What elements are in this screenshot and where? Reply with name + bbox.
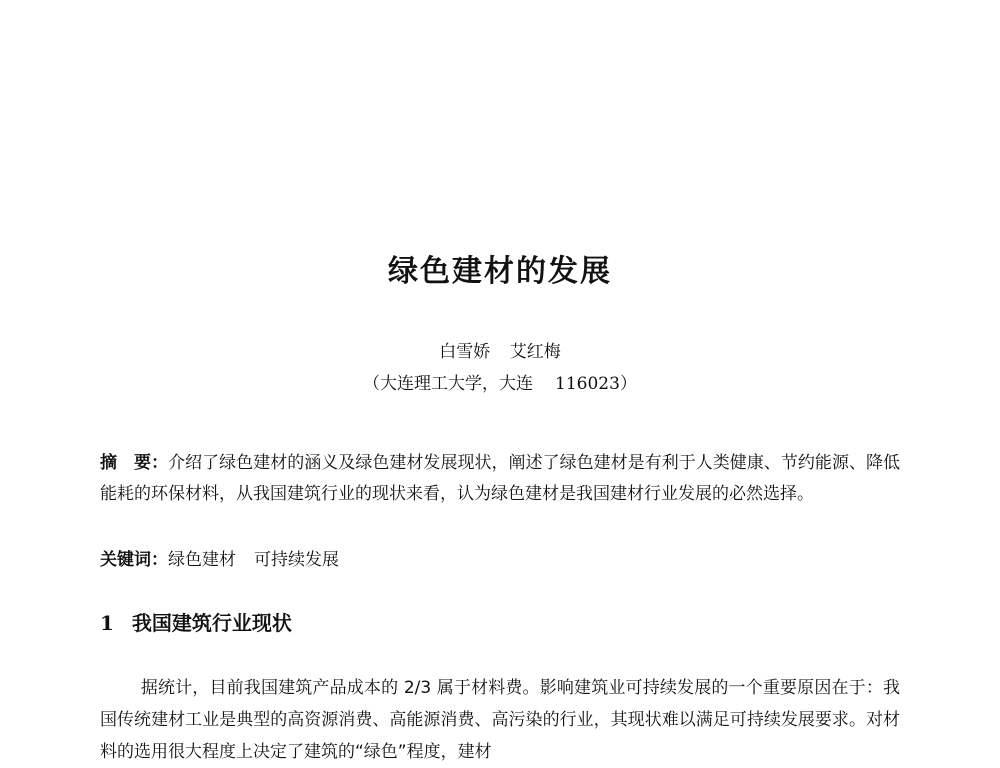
body-paragraph: 据统计，目前我国建筑产品成本的 2/3 属于材料费。影响建筑业可持续发展的一个重要原因在于：我国传统建材工业是典型的高资源消费、高能源消费、高污染的行业，其现状难以满足可持续发展要求。对材料的选用很大程度上决定了建筑的“绿色”程度，建材 xyxy=(100,678,900,762)
keywords xyxy=(100,546,900,574)
section-number: 1 xyxy=(100,611,114,635)
section-heading xyxy=(100,608,292,638)
postcode: 116023） xyxy=(555,374,637,394)
section-title: 我国建筑行业现状 xyxy=(131,611,292,635)
keyword: 绿色建材 xyxy=(168,550,236,570)
affiliation-text: （大连理工大学，大连 xyxy=(363,374,534,394)
abstract-text: 介绍了绿色建材的涵义及绿色建材发展现状，阐述了绿色建材是有利于人类健康、节约能源、降低能耗的环保材料，从我国建筑行业的现状来看，认为绿色建材是我国建材行业发展的必然选择。 xyxy=(100,453,901,504)
affiliation xyxy=(0,372,1000,396)
keyword: 可持续发展 xyxy=(254,550,339,570)
abstract xyxy=(100,448,900,510)
author-list: 白雪娇 艾红梅 xyxy=(439,342,561,362)
keywords-label: 关键词： xyxy=(100,550,168,570)
paper-title: 绿色建材的发展 xyxy=(388,254,612,289)
abstract-label: 摘 要： xyxy=(100,453,169,473)
